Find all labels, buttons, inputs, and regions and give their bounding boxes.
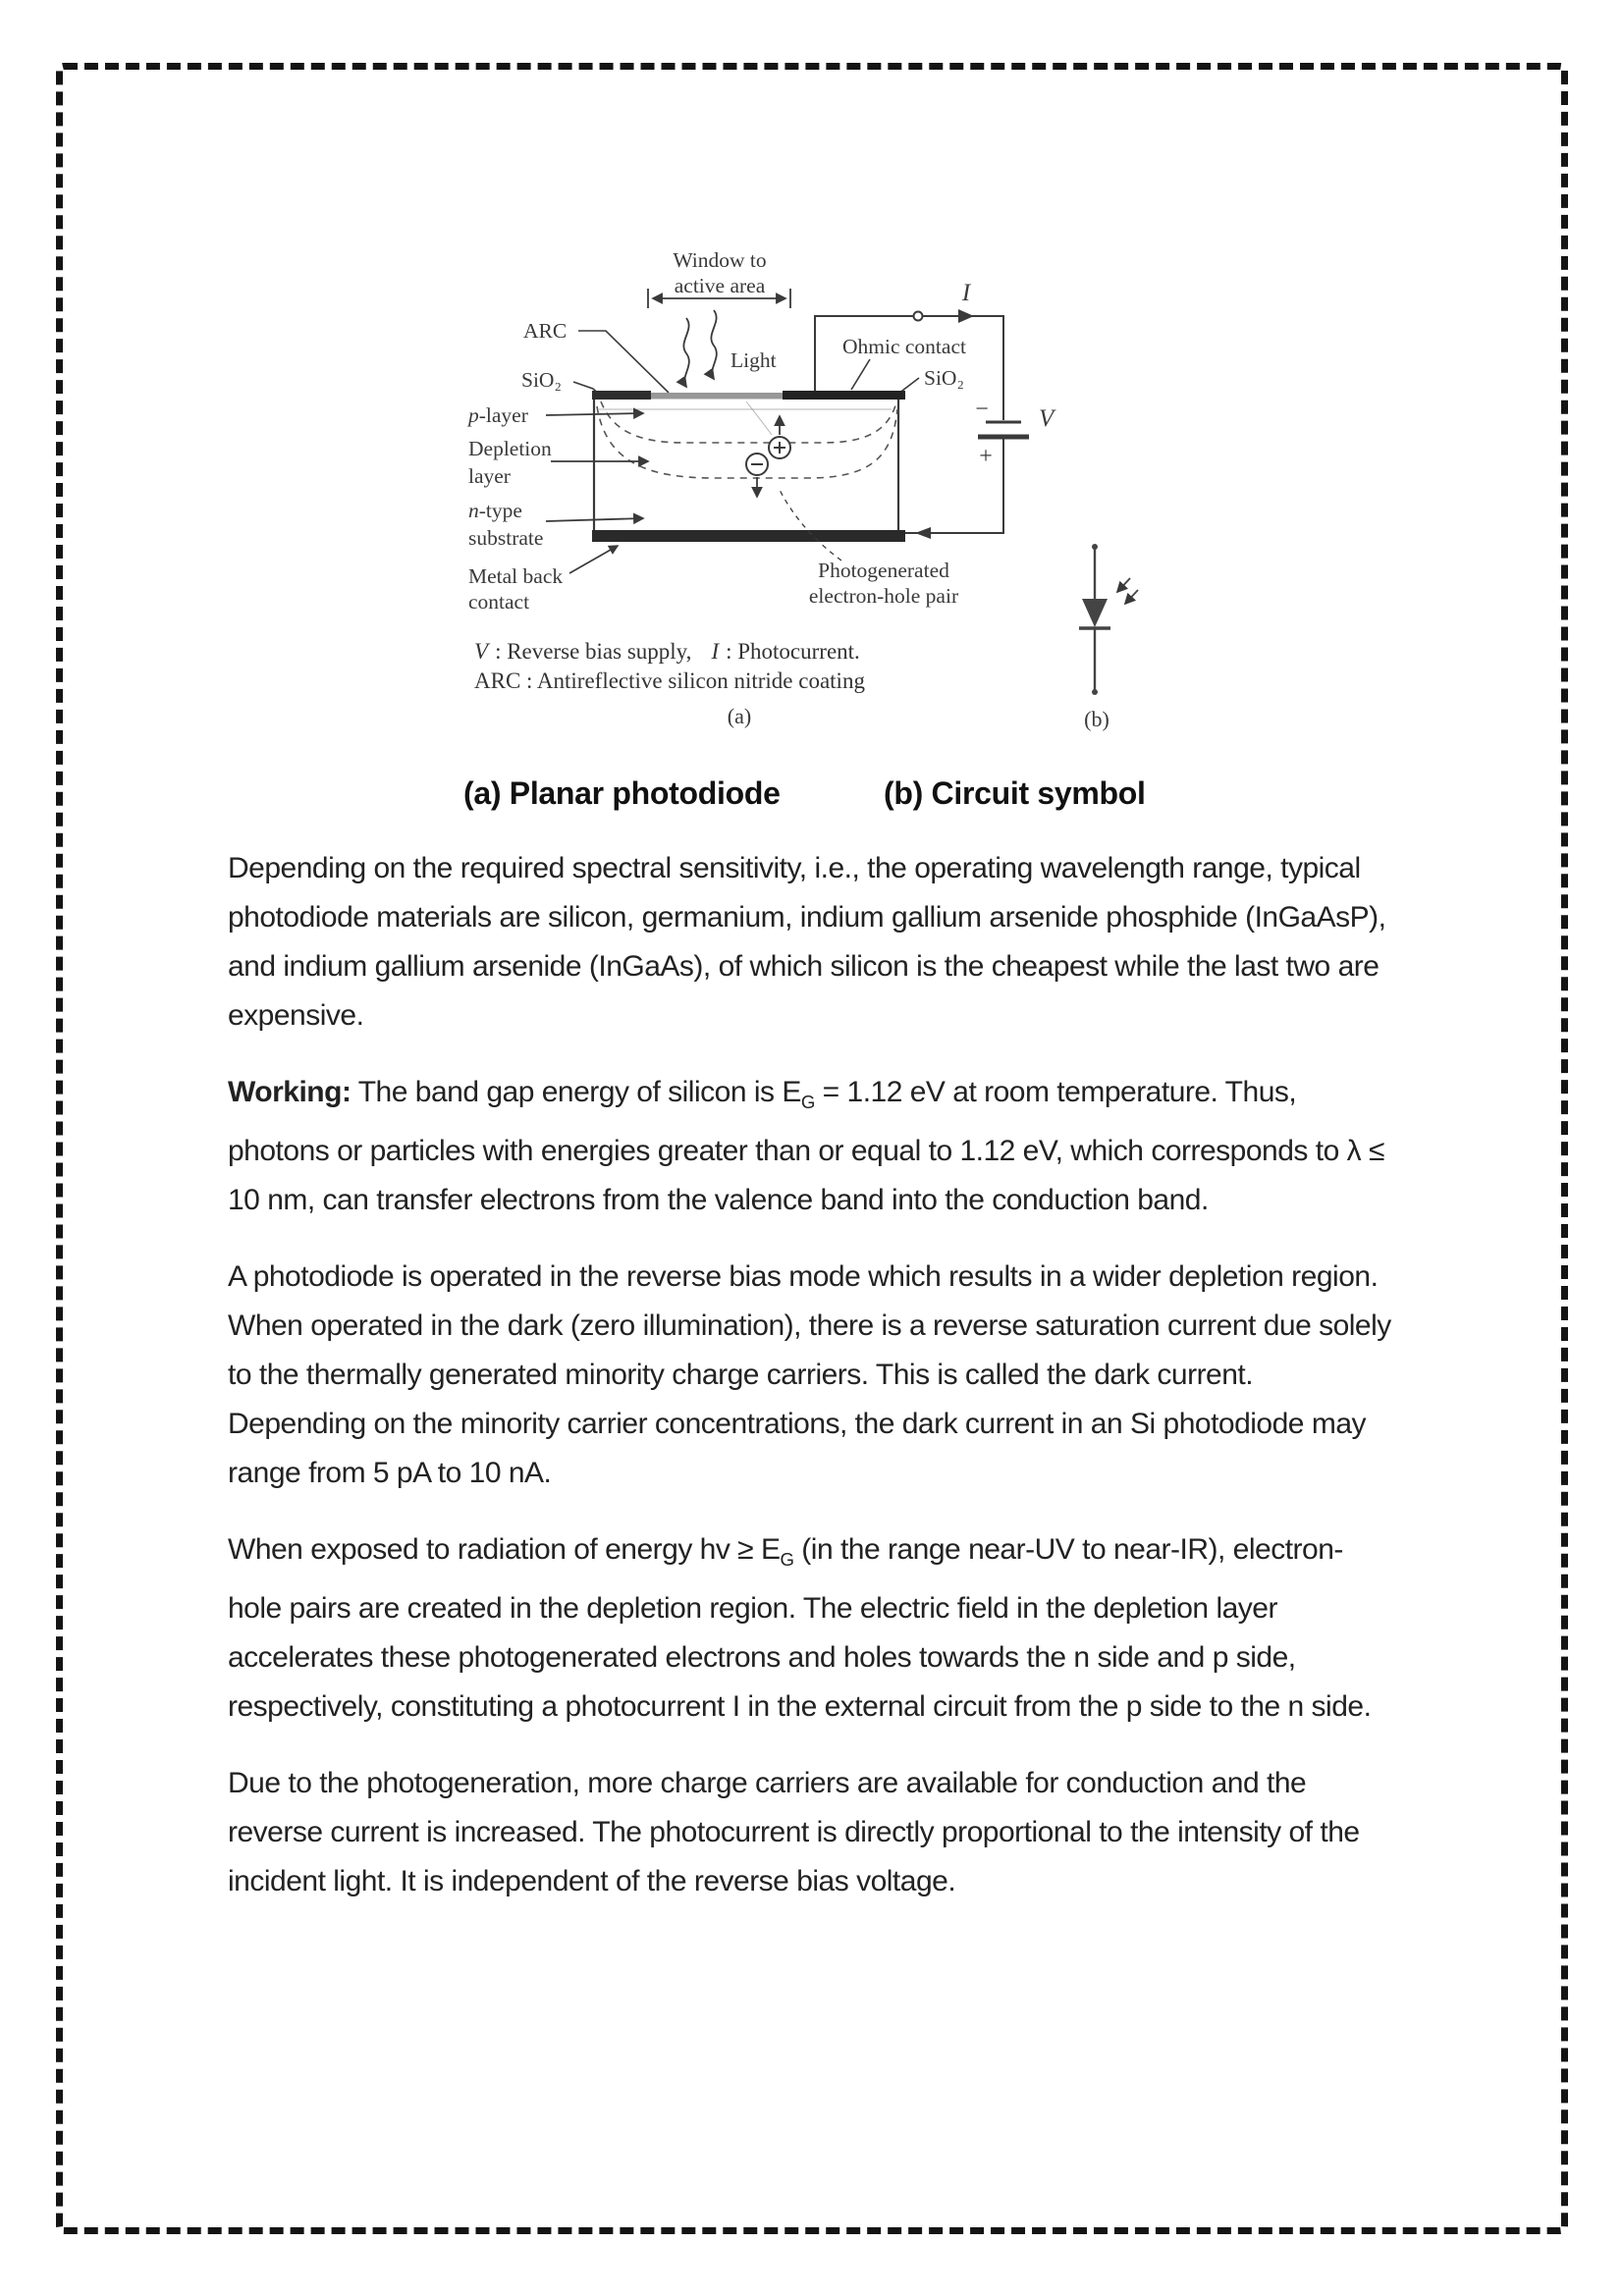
symbol-lead-top-dot	[1092, 544, 1098, 550]
voltage-label: V	[1039, 405, 1055, 432]
symbol-lead-bottom-dot	[1092, 689, 1098, 695]
window-annotation	[648, 248, 790, 308]
ohmic-contact-bar	[783, 391, 905, 400]
p-layer-label: p-layer	[468, 403, 528, 427]
legend-line2: ARC : Antireflective silicon nitride coating	[474, 668, 865, 693]
text-segment: The band gap energy of silicon is E	[351, 1076, 801, 1108]
sio2-left-label: SiO₂	[521, 368, 562, 392]
n-type-label-line2: substrate	[468, 526, 544, 550]
text-segment: = 1.12 eV at room temperature. Thus, photons or particles with energies greater than or equal to 1.12 eV, which corresponds to λ ≤ 10 nm, can transfer electrons from the valence band into the conduction band.	[228, 1076, 1384, 1216]
light-ray-1	[683, 318, 688, 387]
paragraph	[228, 844, 1396, 1041]
legend-line1: V : Reverse bias supply, I : Photocurrent.	[474, 639, 860, 664]
metal-back-contact-bar	[592, 530, 905, 542]
sio2-right-annotation	[898, 366, 964, 394]
wire-node	[914, 312, 923, 321]
text-segment: Due to the photogeneration, more charge carriers are available for conduction and the reverse current is increased. The photocurrent is directly proportional to the intensity of the incident light. It is independent of the reverse bias voltage.	[228, 1767, 1360, 1897]
metal-back-pointer	[569, 546, 618, 573]
window-label-line2: active area	[674, 274, 766, 297]
n-type-label-line1: n-type	[468, 499, 522, 522]
text-segment: Working:	[228, 1076, 352, 1108]
text-segment: A photodiode is operated in the reverse bias mode which results in a wider depletion region. When operated in the dark (zero illumination), there is a reverse saturation current due solely to the thermally generated minority charge carriers. This is called the dark current. Depending on the minority carrier concentrations, the dark current in an Si photodiode may range from 5 pA to 10 nA.	[228, 1260, 1391, 1489]
figure-caption-a: (a) Planar photodiode	[463, 775, 781, 811]
photogenerated-label-line1: Photogenerated	[818, 559, 949, 582]
ohmic-contact-label: Ohmic contact	[842, 335, 966, 358]
arc-label: ARC	[523, 319, 568, 343]
current-label: I	[961, 280, 971, 306]
incident-light-arrow-1	[1117, 578, 1130, 592]
paragraph	[228, 1759, 1396, 1906]
photodiode-figure	[0, 0, 1623, 766]
figure-caption-b: (b) Circuit symbol	[884, 775, 1146, 811]
body-paragraphs	[228, 844, 1396, 1934]
text-segment: G	[800, 1092, 815, 1112]
battery-minus-sign: −	[975, 397, 989, 422]
arc-coating-strip	[651, 393, 783, 400]
text-segment: Depending on the required spectral sensitivity, i.e., the operating wavelength range, typical photodiode materials are silicon, germanium, indium gallium arsenide phosphide (InGaAsP), and indium gallium arsenide (InGaAs), of which silicon is the cheapest while the last two are expensive.	[228, 852, 1386, 1032]
battery-plus-sign: +	[979, 444, 993, 469]
photogenerated-annotation	[809, 559, 958, 608]
diode-triangle	[1082, 599, 1108, 627]
paragraph	[228, 1525, 1396, 1732]
photodiode-circuit-symbol	[1079, 544, 1138, 731]
metal-back-label-line1: Metal back	[468, 564, 564, 588]
metal-back-label-line2: contact	[468, 590, 530, 614]
return-current-arrow	[915, 527, 931, 539]
current-direction-arrow	[958, 309, 974, 323]
text-segment: When exposed to radiation of energy hv ≥ E	[228, 1533, 781, 1566]
incident-light-arrow-2	[1125, 590, 1138, 604]
sio2-right-label: SiO₂	[924, 366, 964, 390]
arc-pointer-line	[578, 331, 669, 393]
sio2-left-annotation	[521, 368, 602, 397]
left-contact-bar	[592, 391, 651, 400]
light-ray-2	[711, 310, 716, 379]
paragraph	[228, 1253, 1396, 1498]
sublabel-a: (a)	[727, 704, 752, 728]
window-label-line1: Window to	[673, 248, 767, 272]
text-segment: G	[780, 1549, 794, 1570]
light-label: Light	[730, 348, 777, 372]
paragraph	[228, 1068, 1396, 1225]
text-segment: (in the range near-UV to near-IR), electron-hole pairs are created in the depletion region. The electric field in the depletion layer accelerates these photogenerated electrons and holes towards the n side and p side, respectively, constituting a photocurrent I in the external circuit from the p side to the n side.	[228, 1533, 1372, 1723]
depletion-layer-label-line2: layer	[468, 464, 511, 488]
photogenerated-label-line2: electron-hole pair	[808, 584, 959, 608]
ohmic-contact-pointer	[851, 359, 870, 390]
sublabel-b: (b)	[1084, 707, 1109, 731]
figure-legend	[474, 639, 865, 728]
depletion-layer-label-line1: Depletion	[468, 437, 552, 460]
